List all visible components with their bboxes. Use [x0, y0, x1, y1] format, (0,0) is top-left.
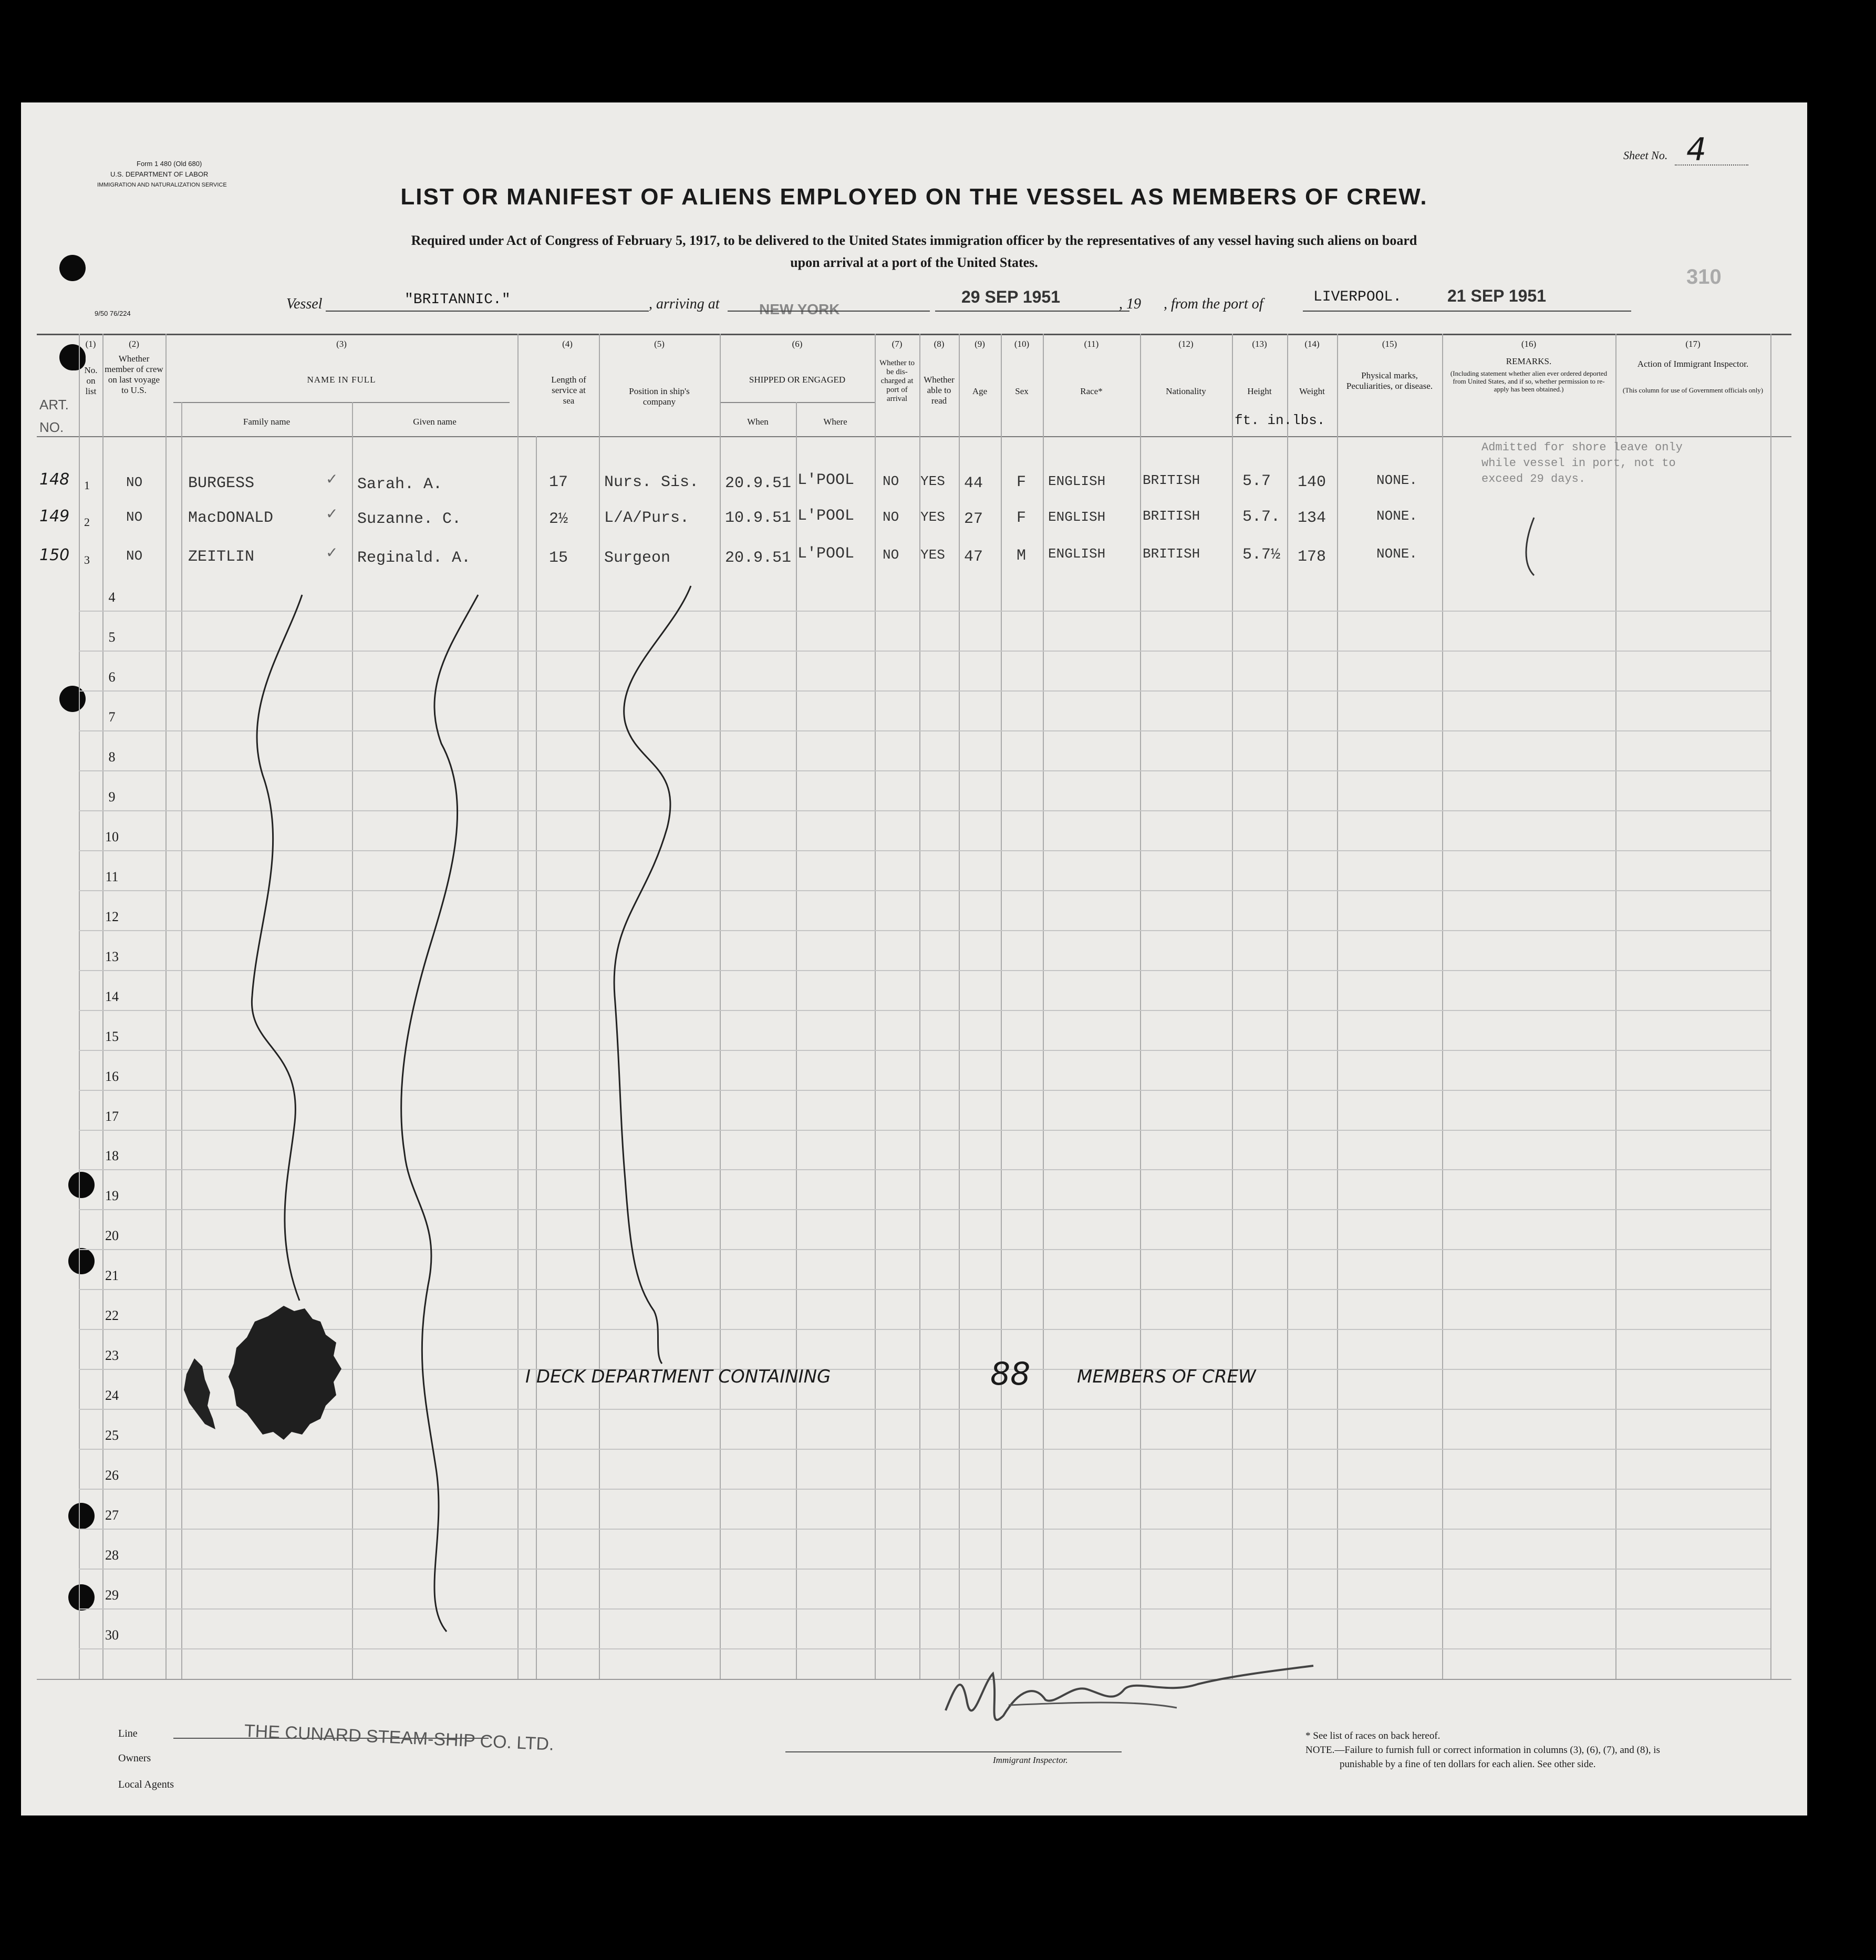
sheet-number: 4: [1686, 131, 1707, 168]
check-mark-icon: ✓: [326, 470, 338, 488]
physical-marks: NONE.: [1376, 546, 1418, 562]
row-number: 6: [108, 669, 116, 685]
last-voyage: NO: [126, 509, 143, 525]
deck-note-count: 88: [990, 1356, 1031, 1392]
col-9-label: Age: [972, 386, 988, 396]
col-6-label: SHIPPED OR ENGAGED: [749, 375, 846, 385]
row-number: 9: [108, 789, 116, 804]
row-number: 5: [108, 630, 116, 645]
col-3-label: NAME IN FULL: [307, 375, 376, 385]
row-number: 8: [108, 749, 116, 765]
seal-icon: [229, 1306, 341, 1440]
shipped-where: L'POOL: [797, 507, 855, 525]
given-name: Suzanne. C.: [357, 510, 462, 528]
shipped-when: 10.9.51: [725, 509, 792, 527]
row-number: 16: [105, 1069, 119, 1084]
weight: 134: [1298, 509, 1326, 527]
line-label: Line: [118, 1728, 138, 1739]
given-name: Sarah. A.: [357, 476, 443, 493]
list-number: 3: [84, 553, 90, 566]
remarks-line: Admitted for shore leave only: [1481, 441, 1683, 454]
ditto-lines: [21, 102, 1807, 1815]
check-mark-icon: ✓: [326, 505, 338, 522]
row-number: 29: [105, 1587, 119, 1603]
ditto-line: [252, 595, 302, 1301]
row-number: 10: [105, 829, 119, 844]
row-number: 20: [105, 1228, 119, 1243]
nationality: BRITISH: [1143, 508, 1200, 524]
age: 44: [964, 474, 983, 492]
row-number: 25: [105, 1428, 119, 1443]
col-12-num: (12): [1178, 339, 1194, 349]
sex: F: [1017, 473, 1027, 491]
length-of-service: 17: [549, 473, 568, 491]
embossed-seal: [163, 1306, 415, 1495]
col-10-label: Sex: [1015, 386, 1029, 396]
race: ENGLISH: [1048, 473, 1106, 489]
race: ENGLISH: [1048, 546, 1106, 562]
family-name: ZEITLIN: [188, 548, 255, 566]
position: L/A/Purs.: [604, 509, 690, 527]
race: ENGLISH: [1048, 509, 1106, 525]
position: Surgeon: [604, 549, 671, 567]
col-14-unit: lbs.: [1292, 412, 1325, 428]
shipped-where: L'POOL: [797, 471, 855, 489]
col-13-unit: ft. in.: [1235, 412, 1292, 428]
discharged: NO: [883, 547, 899, 563]
arrival-date: 29 SEP 1951: [961, 287, 1061, 306]
age: 27: [964, 510, 983, 528]
weight: 140: [1298, 473, 1326, 491]
row-number: 14: [105, 989, 119, 1004]
col-5-label: Position in ship's company: [629, 386, 690, 407]
from-port: LIVERPOOL.: [1313, 289, 1402, 305]
col-17-note: (This column for use of Government officials only): [1622, 386, 1764, 394]
physical-marks: NONE.: [1376, 508, 1418, 524]
nationality: BRITISH: [1143, 472, 1200, 488]
col-11-num: (11): [1084, 339, 1099, 349]
row-number: 13: [105, 949, 119, 964]
row-number: 17: [105, 1109, 119, 1124]
arriving-port: NEW YORK: [759, 301, 840, 317]
row-number: 24: [105, 1388, 119, 1403]
col-9-num: (9): [975, 339, 985, 349]
row-number: 26: [105, 1468, 119, 1483]
col-2-num: (2): [129, 339, 139, 349]
col-6-when: When: [747, 417, 769, 427]
from-label: , from the port of: [1164, 296, 1263, 312]
page-title: LIST OR MANIFEST OF ALIENS EMPLOYED ON THE VESSEL AS MEMBERS OF CREW.: [400, 184, 1428, 210]
deck-note-text: I DECK DEPARTMENT CONTAINING: [525, 1366, 831, 1387]
margin-no-label: NO.: [39, 419, 64, 435]
row-number: 21: [105, 1268, 119, 1283]
last-voyage: NO: [126, 548, 143, 564]
row-number: 11: [105, 869, 119, 884]
able-to-read: YES: [920, 473, 945, 489]
sex: M: [1017, 547, 1027, 565]
vessel-name: "BRITANNIC.": [405, 292, 511, 308]
margin-art-label: ART.: [39, 397, 69, 412]
col-17-num: (17): [1685, 339, 1701, 349]
col-15-num: (15): [1382, 339, 1397, 349]
remarks-line: exceed 29 days.: [1481, 472, 1586, 486]
row-number: 12: [105, 909, 119, 924]
form-service: IMMIGRATION AND NATURALIZATION SERVICE: [97, 182, 227, 188]
col-7-num: (7): [892, 339, 903, 349]
col-16-num: (16): [1521, 339, 1537, 349]
note-line-1: NOTE.—Failure to furnish full or correct information in columns (3), (6), (7), and (8), is: [1305, 1745, 1660, 1756]
col-3-family: Family name: [243, 417, 291, 427]
row-number: 23: [105, 1348, 119, 1363]
list-number: 2: [84, 515, 90, 529]
able-to-read: YES: [920, 547, 945, 563]
col-5-num: (5): [654, 339, 665, 349]
form-number: Form 1 480 (Old 680): [137, 160, 202, 168]
weight: 178: [1298, 548, 1326, 566]
age: 47: [964, 548, 983, 566]
position: Nurs. Sis.: [604, 473, 699, 491]
col-3-num: (3): [336, 339, 347, 349]
year-label: , 19: [1119, 296, 1141, 312]
col-12-label: Nationality: [1166, 386, 1206, 396]
col-8-label: Whether able to read: [924, 375, 955, 406]
col-8-num: (8): [934, 339, 945, 349]
row-number: 28: [105, 1548, 119, 1563]
print-code: 9/50 76/224: [95, 310, 131, 317]
arriving-label: , arriving at: [649, 296, 720, 312]
row-number: 19: [105, 1188, 119, 1203]
subtitle-line-2: upon arrival at a port of the United States.: [790, 255, 1038, 270]
form-department: U.S. DEPARTMENT OF LABOR: [110, 170, 209, 178]
list-number: 1: [84, 479, 90, 492]
shipped-where: L'POOL: [797, 545, 855, 563]
owners-label: Owners: [118, 1752, 151, 1764]
row-number: 7: [108, 709, 116, 725]
col-11-label: Race*: [1080, 386, 1103, 396]
col-1-label: No. on list: [84, 365, 98, 396]
height: 5.7: [1242, 472, 1271, 490]
art-number: 148: [39, 470, 70, 489]
height: 5.7.: [1242, 508, 1281, 526]
nationality: BRITISH: [1143, 546, 1200, 562]
art-number: 150: [39, 546, 70, 564]
row-number: 4: [108, 590, 116, 605]
col-13-num: (13): [1252, 339, 1267, 349]
col-4-num: (4): [562, 339, 573, 349]
length-of-service: 2½: [549, 510, 568, 528]
able-to-read: YES: [920, 509, 945, 525]
stamp-number: 310: [1686, 265, 1722, 288]
col-7-label: Whether to be dis-charged at port of arrival: [879, 359, 915, 403]
col-1-num: (1): [85, 339, 96, 349]
art-number: 149: [39, 507, 70, 525]
vessel-label: Vessel: [286, 296, 323, 312]
family-name: MacDONALD: [188, 509, 274, 527]
inspector-signature-line: [785, 1751, 1122, 1752]
check-mark-icon: ✓: [326, 544, 338, 561]
col-15-label: Physical marks, Peculiarities, or disease.: [1346, 370, 1433, 391]
discharged: NO: [883, 473, 899, 489]
col-4-label: Length of service at sea: [551, 375, 586, 406]
row-number: 30: [105, 1627, 119, 1643]
row-number: 27: [105, 1508, 119, 1523]
col-3-given: Given name: [413, 417, 457, 427]
col-16-label: REMARKS.: [1506, 356, 1552, 366]
col-10-num: (10): [1014, 339, 1030, 349]
race-footnote: * See list of races on back hereof.: [1305, 1730, 1440, 1741]
col-14-label: Weight: [1299, 386, 1325, 396]
row-number: 22: [105, 1308, 119, 1323]
physical-marks: NONE.: [1376, 472, 1418, 488]
shipped-when: 20.9.51: [725, 474, 792, 492]
ditto-line: [614, 586, 691, 1364]
deck-note-members: MEMBERS OF CREW: [1077, 1366, 1256, 1387]
col-16-note: (Including statement whether alien ever ordered deported from United States, and if so, whether permission to re-apply has been obtained.): [1450, 369, 1608, 393]
row-number: 15: [105, 1029, 119, 1044]
col-14-num: (14): [1304, 339, 1320, 349]
departure-date: 21 SEP 1951: [1447, 286, 1547, 305]
note-line-2: punishable by a fine of ten dollars for each alien. See other side.: [1340, 1759, 1596, 1770]
length-of-service: 15: [549, 549, 568, 567]
remarks-line: while vessel in port, not to: [1481, 457, 1676, 470]
height: 5.7½: [1242, 546, 1281, 564]
seal-icon: [184, 1358, 215, 1429]
manifest-sheet: [21, 102, 1807, 1815]
sheet-label: Sheet No.: [1623, 149, 1668, 162]
discharged: NO: [883, 509, 899, 525]
family-name: BURGESS: [188, 474, 255, 492]
shipped-when: 20.9.51: [725, 549, 792, 567]
inspector-label: Immigrant Inspector.: [993, 1755, 1068, 1765]
sex: F: [1017, 509, 1027, 527]
given-name: Reginald. A.: [357, 549, 471, 567]
col-6-where: Where: [823, 417, 847, 427]
line-value: THE CUNARD STEAM-SHIP CO. LTD.: [244, 1721, 555, 1755]
col-2-label: Whether member of crew on last voyage to U.S.: [105, 354, 163, 395]
ditto-line: [1526, 518, 1534, 575]
row-number: 18: [105, 1148, 119, 1163]
col-13-label: Height: [1247, 386, 1272, 396]
local-agents-label: Local Agents: [118, 1779, 174, 1790]
subtitle-line-1: Required under Act of Congress of February 5, 1917, to be delivered to the United States immigration officer by the representatives of any vessel having such aliens on board: [411, 233, 1417, 248]
last-voyage: NO: [126, 474, 143, 490]
col-17-label: Action of Immigrant Inspector.: [1637, 359, 1749, 369]
col-6-num: (6): [792, 339, 803, 349]
